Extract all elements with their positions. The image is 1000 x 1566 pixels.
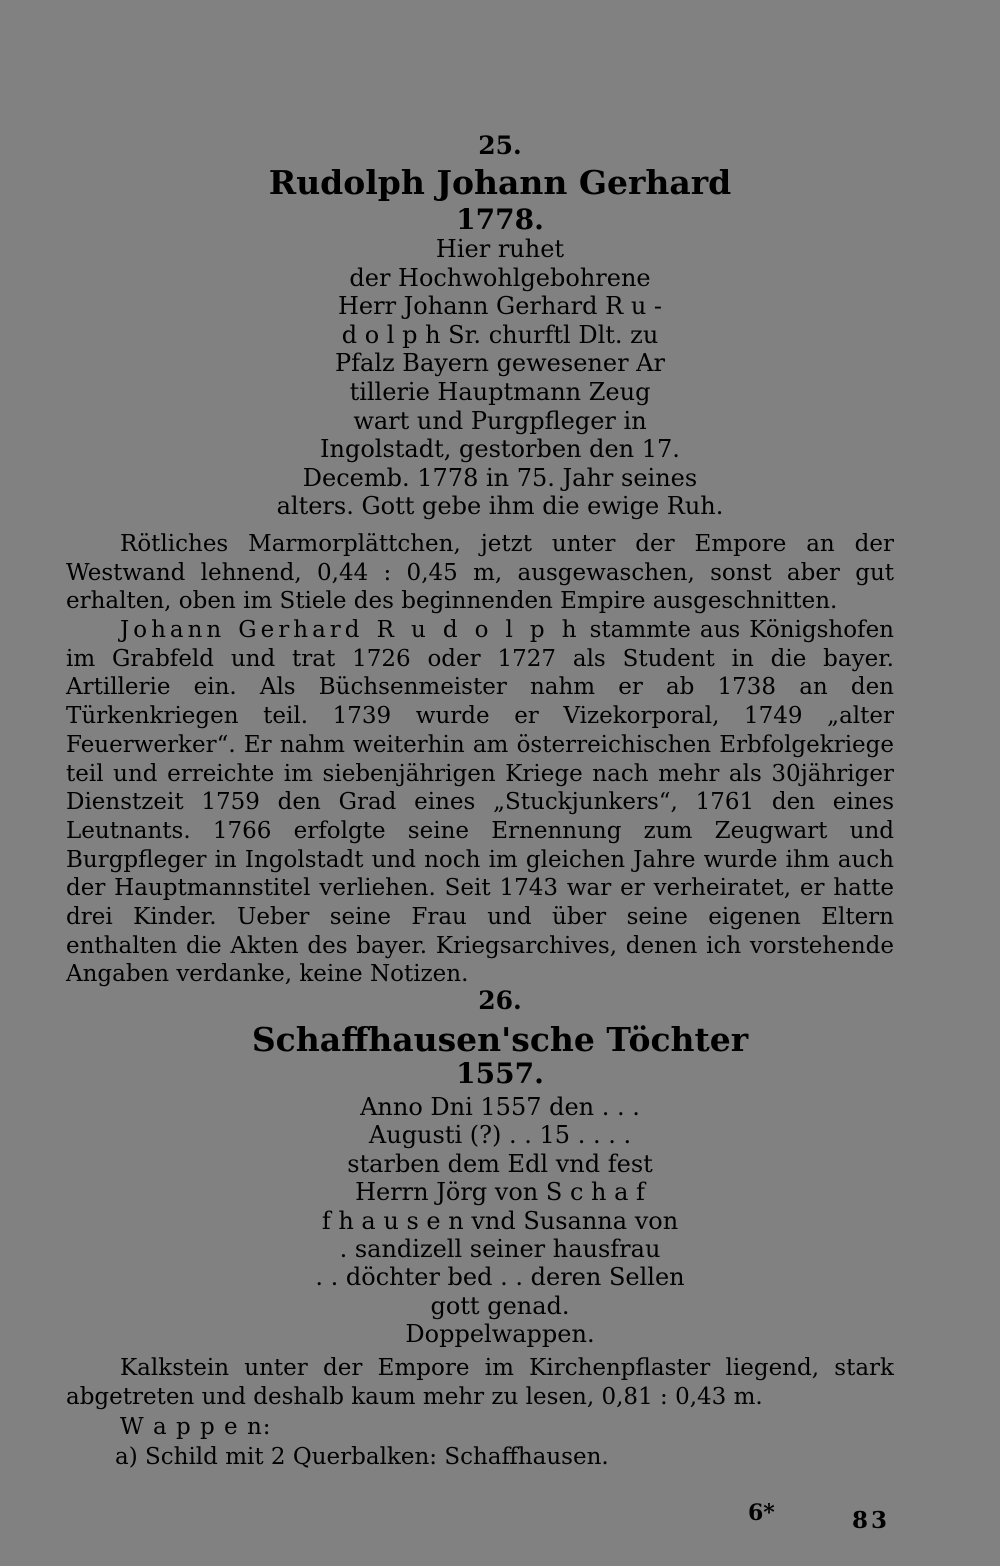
entry-number: 26. bbox=[478, 986, 522, 1015]
inscription-line: f h a u s e n vnd Susanna von bbox=[321, 1206, 679, 1235]
inscription-line: . . döchter bed . . deren Sellen bbox=[315, 1263, 685, 1292]
inscription-line: Hier ruhet bbox=[435, 235, 565, 263]
entry-year: 1557. bbox=[456, 1057, 544, 1090]
inscription-line: der Hochwohlgebohrene bbox=[349, 263, 651, 292]
biography-paragraph bbox=[66, 616, 894, 989]
inscription-line: Augusti (?) . . 15 . . . . bbox=[368, 1121, 632, 1150]
entry-title: Rudolph Johann Gerhard bbox=[268, 163, 732, 202]
entry-year: 1778. bbox=[456, 203, 544, 236]
description-paragraph: Rötliches Marmorplättchen, jetzt unter der Empore an der Westwand lehnend, 0,44 : 0,45 m, ausgewaschen, sonst aber gut erhalten, oben im Stiele des beginnenden Empire ausgeschnitten. bbox=[66, 531, 894, 615]
signature-mark: 6* bbox=[748, 1500, 775, 1526]
inscription-line: alters. Gott gebe ihm die ewige Ruh. bbox=[276, 492, 724, 521]
inscription-line: tillerie Hauptmann Zeug bbox=[349, 377, 651, 406]
wappen-item: a) Schild mit 2 Querbalken: Schaffhausen. bbox=[115, 1444, 609, 1470]
inscription-line: Ingolstadt, gestorben den 17. bbox=[320, 435, 680, 464]
inscription-line: wart und Purgpfleger in bbox=[353, 406, 647, 435]
inscription-line: Doppelwappen. bbox=[405, 1320, 595, 1349]
inscription-line: . sandizell seiner hausfrau bbox=[339, 1235, 661, 1264]
inscription-line: Decemb. 1778 in 75. Jahr seines bbox=[302, 463, 698, 492]
inscription-line: Anno Dni 1557 den . . . bbox=[360, 1093, 640, 1121]
inscription-25 bbox=[240, 235, 760, 521]
inscription-line: d o l p h Sr. churftl Dlt. zu bbox=[341, 320, 659, 349]
description-paragraph: Kalkstein unter der Empore im Kirchenpflaster liegend, stark abgetreten und deshalb kaum mehr zu lesen, 0,81 : 0,43 m. bbox=[66, 1355, 894, 1410]
inscription-line: Herr Johann Gerhard R u - bbox=[337, 292, 663, 321]
inscription-26 bbox=[220, 1093, 780, 1349]
entry-number: 25. bbox=[478, 131, 522, 160]
person-name: Johann Gerhard R u d o l p h bbox=[120, 617, 581, 643]
page-number: 83 bbox=[852, 1507, 891, 1534]
entry-title: Schaffhausen'sche Töchter bbox=[251, 1020, 749, 1059]
wappen-label: W a p p e n: bbox=[120, 1414, 272, 1440]
inscription-line: Herrn Jörg von S c h a f bbox=[355, 1178, 645, 1207]
inscription-line: Pfalz Bayern gewesener Ar bbox=[335, 349, 665, 378]
inscription-line: gott genad. bbox=[430, 1291, 570, 1320]
biography-text: stammte aus Königshofen im Grabfeld und trat 1726 oder 1727 als Student in die bayer. Artillerie ein. Als Büchsenmeister nahm er ab 1738 an den Türkenkriegen teil. 1739 wurde er Vizekorporal, 1749 „alter Feuerwerker“. Er nahm weiterhin am österreichischen Erbfolgekriege teil und erreichte im siebenjährigen Kriege nach mehr als 30jähriger Dienstzeit 1759 den Grad eines „Stuckjunkers“, 1761 den eines Leutnants. 1766 erfolgte seine Ernennung zum Zeugwart und Burgpfleger in Ingolstadt und noch im gleichen Jahre wurde ihm auch der Hauptmannstitel verliehen. Seit 1743 war er verheiratet, er hatte drei Kinder. Ueber seine Frau und über seine eigenen Eltern enthalten die Akten des bayer. Kriegsarchives, denen ich vorstehende Angaben verdanke, keine Notizen. bbox=[66, 617, 894, 988]
inscription-line: starben dem Edl vnd fest bbox=[347, 1149, 653, 1178]
